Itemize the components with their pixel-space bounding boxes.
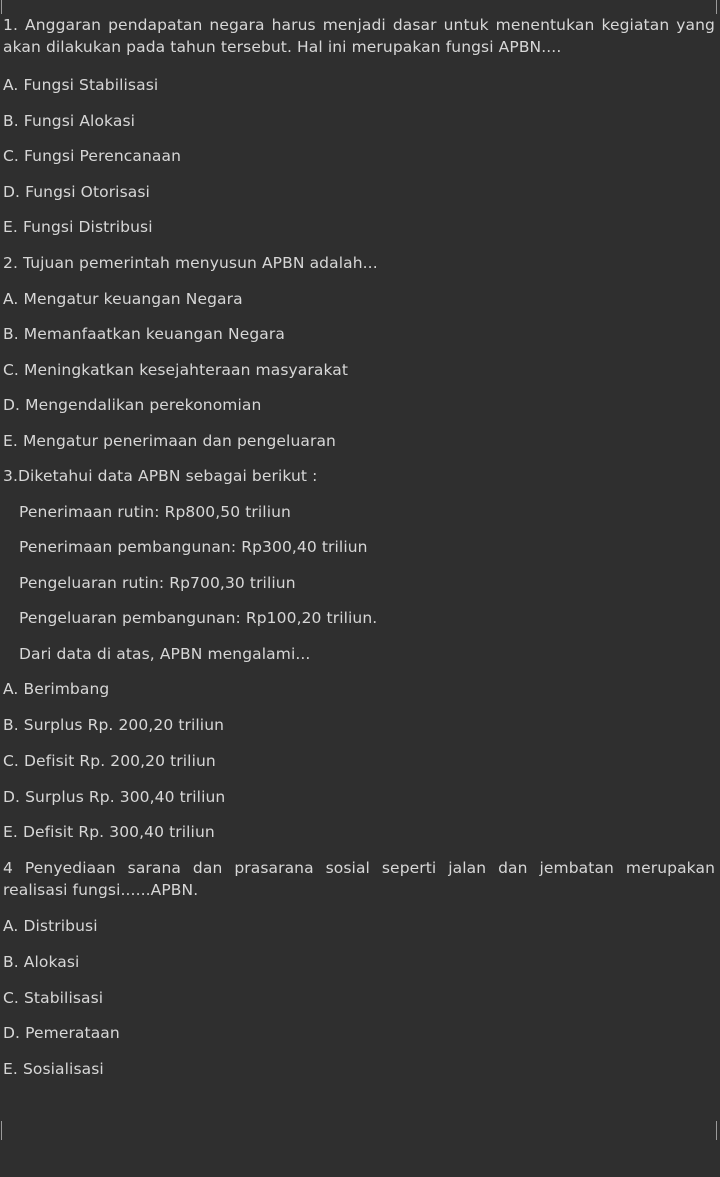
question-3-data-line: Penerimaan rutin: Rp800,50 triliun xyxy=(19,503,291,521)
question-1-option-e: E. Fungsi Distribusi xyxy=(3,218,153,236)
question-2-option-d: D. Mengendalikan perekonomian xyxy=(3,396,262,414)
question-2-option-b: B. Memanfaatkan keuangan Negara xyxy=(3,325,285,343)
question-3-option-d: D. Surplus Rp. 300,40 triliun xyxy=(3,788,226,806)
question-3-data-line: Penerimaan pembangunan: Rp300,40 triliun xyxy=(19,538,368,556)
question-2-text: 2. Tujuan pemerintah menyusun APBN adalah... xyxy=(3,254,378,272)
question-1-option-a: A. Fungsi Stabilisasi xyxy=(3,76,159,94)
question-4-option-a: A. Distribusi xyxy=(3,917,98,935)
question-1-option-b: B. Fungsi Alokasi xyxy=(3,112,136,130)
question-3-option-c: C. Defisit Rp. 200,20 triliun xyxy=(3,752,216,770)
question-3-data-line: Pengeluaran pembangunan: Rp100,20 triliun. xyxy=(19,609,378,627)
question-3-prompt: Dari data di atas, APBN mengalami... xyxy=(19,645,311,663)
question-1-option-d: D. Fungsi Otorisasi xyxy=(3,183,150,201)
crop-mark-bottom-right xyxy=(716,1121,717,1140)
question-3-option-b: B. Surplus Rp. 200,20 triliun xyxy=(3,716,225,734)
question-4-option-e: E. Sosialisasi xyxy=(3,1060,104,1078)
question-4-text: 4 Penyediaan sarana dan prasarana sosial seperti jalan dan jembatan merupakan realisasi fungsi......APBN. xyxy=(3,859,715,899)
question-3-option-a: A. Berimbang xyxy=(3,680,110,698)
question-2-option-a: A. Mengatur keuangan Negara xyxy=(3,290,243,308)
question-4-option-d: D. Pemerataan xyxy=(3,1024,120,1042)
question-3-text: 3.Diketahui data APBN sebagai berikut : xyxy=(3,467,318,485)
question-3-data-line: Pengeluaran rutin: Rp700,30 triliun xyxy=(19,574,296,592)
question-4-option-c: C. Stabilisasi xyxy=(3,989,104,1007)
question-1-text: 1. Anggaran pendapatan negara harus menjadi dasar untuk menentukan kegiatan yang akan dilakukan pada tahun tersebut. Hal ini merupakan fungsi APBN.... xyxy=(3,16,715,56)
question-2-option-e: E. Mengatur penerimaan dan pengeluaran xyxy=(3,432,336,450)
question-4-option-b: B. Alokasi xyxy=(3,953,80,971)
question-3-option-e: E. Defisit Rp. 300,40 triliun xyxy=(3,823,215,841)
crop-mark-bottom-left xyxy=(1,1121,2,1140)
question-1-option-c: C. Fungsi Perencanaan xyxy=(3,147,182,165)
question-2-option-c: C. Meningkatkan kesejahteraan masyarakat xyxy=(3,361,349,379)
crop-mark-top-right xyxy=(716,0,717,14)
crop-mark-top-left xyxy=(1,0,2,14)
